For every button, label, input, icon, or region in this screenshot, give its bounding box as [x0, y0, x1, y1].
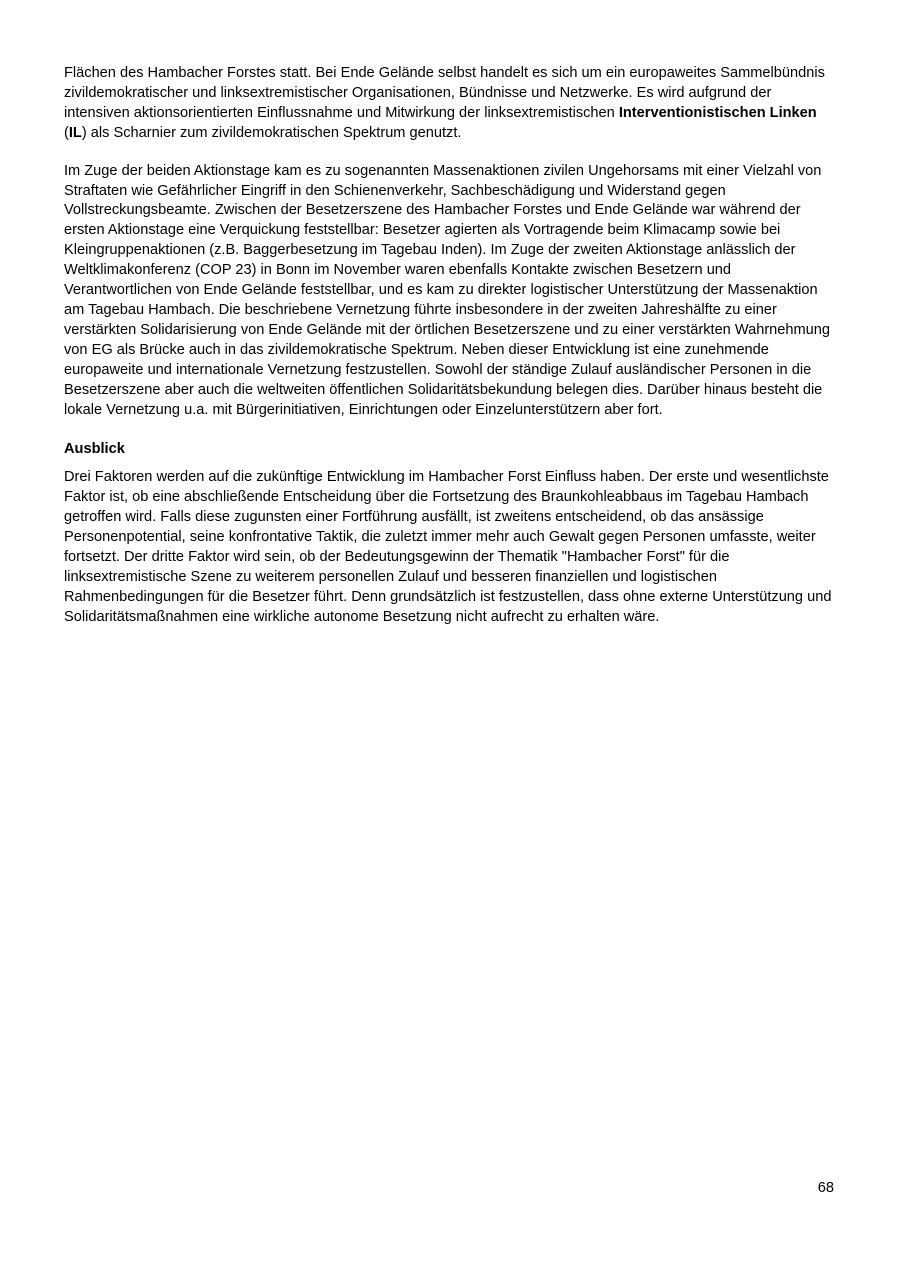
document-body	[64, 64, 840, 628]
paragraph-intro	[64, 64, 840, 144]
bold-term-interventionistische-linke: Interventionistischen Linken	[618, 104, 817, 121]
paragraph-ausblick: Drei Faktoren werden auf die zukünftige Entwicklung im Hambacher Forst Einfluss haben. Der erste und wesentlichste Faktor ist, ob eine abschließende Entscheidung über die Fortsetzung des Braunkohleabbaus im Tagebau Hambach getroffen wird. Falls diese zugunsten einer Fortführung ausfällt, ist zweitens entscheidend, ob das ansässige Personenpotential, seine konfrontative Taktik, die zuletzt immer mehr auch Gewalt gegen Personen umfasste, weiter fortsetzt. Der dritte Faktor wird sein, ob der Bedeutungsgewinn der Thematik "Hambacher Forst" für die linksextremistische Szene zu weiterem personellen Zulauf und besseren finanziellen und logistischen Rahmenbedingungen für die Besetzer führt. Denn grundsätzlich ist festzustellen, dass ohne externe Unterstützung und Solidaritätsmaßnahmen eine wirkliche autonome Besetzung nicht aufrecht zu erhalten wäre.	[64, 469, 832, 625]
paragraph-aktionstage: Im Zuge der beiden Aktionstage kam es zu sogenannten Massenaktionen zivilen Ungehorsams mit einer Vielzahl von Straftaten wie Gefährlicher Eingriff in den Schienenverkehr, Sachbeschädigung und Widerstand gegen Vollstreckungsbeamte. Zwischen der Besetzerszene des Hambacher Forstes und Ende Gelände war während der ersten Aktionstage eine Verquickung feststellbar: Besetzer agierten als Vortragende beim Klimacamp sowie bei Kleingruppenaktionen (z.B. Baggerbesetzung im Tagebau Inden). Im Zuge der zweiten Aktionstage anlässlich der Weltklimakonferenz (COP 23) in Bonn im November waren ebenfalls Kontakte zwischen Besetzern und Verantwortlichen von Ende Gelände feststellbar, und es kam zu direkter logistischer Unterstützung der Massenaktion am Tagebau Hambach. Die beschriebene Vernetzung führte insbesondere in der zweiten Jahreshälfte zu einer verstärkten Solidarisierung von Ende Gelände mit der örtlichen Besetzerszene und zu einer verstärkten Wahrnehmung von EG als Brücke auch in das zivildemokratische Spektrum. Neben dieser Entwicklung ist eine zunehmende europaweite und internationale Vernetzung festzustellen. Sowohl der ständige Zulauf ausländischer Personen in die Besetzerszene aber auch die weltweiten öffentlichen Solidaritätsbekundung belegen dies. Darüber hinaus besteht die lokale Vernetzung u.a. mit Bürgerinitiativen, Einrichtungen oder Einzelunterstützern aber fort.	[64, 162, 831, 418]
paragraph-intro-text-c: ) als Scharnier zum zivildemokratischen Spektrum genutzt.	[81, 124, 462, 141]
bold-term-il: IL	[68, 124, 82, 141]
page-number: 68	[817, 1180, 834, 1196]
paragraph-intro-text-b: (	[64, 124, 69, 141]
section-heading-ausblick: Ausblick	[64, 441, 125, 458]
paragraph-intro-text-a: Flächen des Hambacher Forstes statt. Bei Ende Gelände selbst handelt es sich um ein europaweites Sammelbündnis zivildemokratischer und linksextremistischer Organisationen, Bündnisse und Netzwerke. Es wird aufgrund der intensiven aktionsorientierten Einflussnahme und Mitwirkung der linksextremistischen	[64, 65, 825, 121]
